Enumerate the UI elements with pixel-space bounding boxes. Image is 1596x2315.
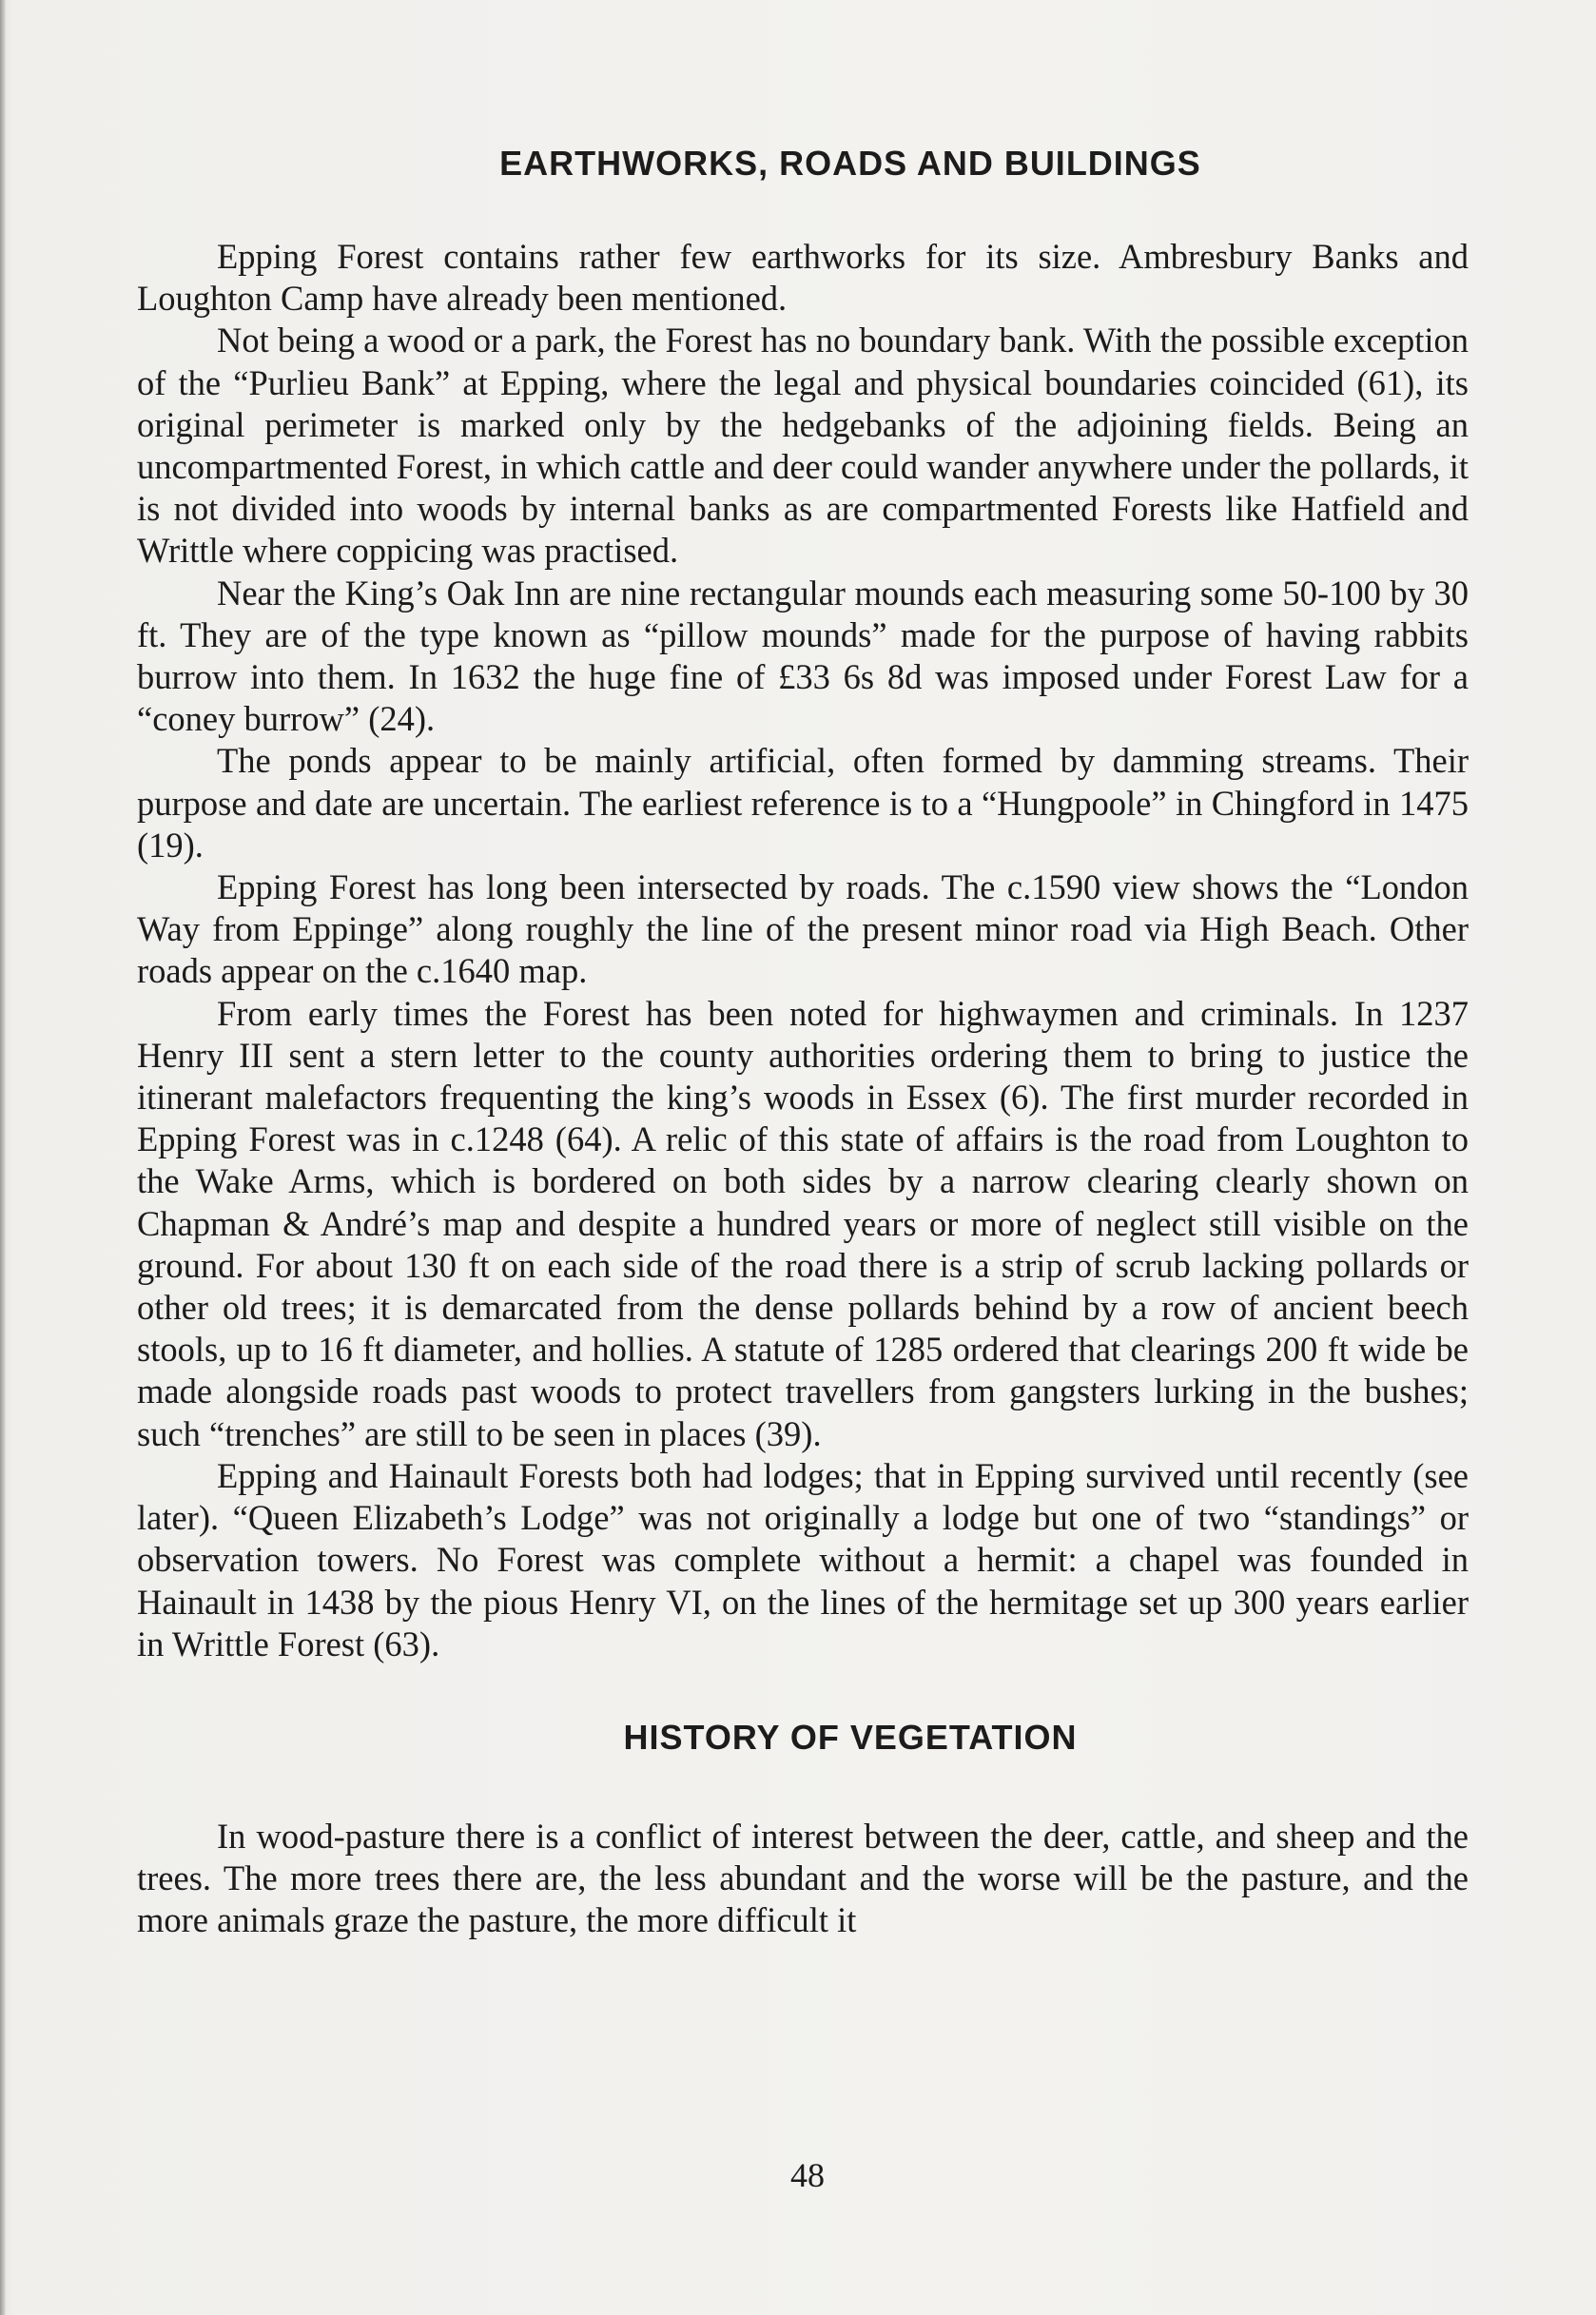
paragraph: Epping Forest contains rather few earthworks for its size. Ambresbury Banks and Loughton Camp have already been mentioned.	[137, 237, 1469, 319]
paragraph: Near the King’s Oak Inn are nine rectangular mounds each measuring some 50-100 by 30 ft. They are of the type known as “pillow mounds” made for the purpose of having rabbits burrow into them. In 1632 the huge fine of £33 6s 8d was imposed under Forest Law for a “coney burrow” (24).	[137, 573, 1469, 739]
page-edge-shadow	[0, 0, 6, 2315]
page-content	[137, 143, 1469, 1942]
section-vegetation-body	[137, 1816, 1469, 1942]
page-number: 48	[790, 2156, 825, 2194]
paragraph: The ponds appear to be mainly artificial, often formed by damming streams. Their purpose and date are uncertain. The earliest reference is to a “Hungpoole” in Chingford in 1475 (19).	[137, 741, 1469, 865]
paragraph: Epping Forest has long been intersected by roads. The c.1590 view shows the “London Way from Eppinge” along roughly the line of the present minor road via High Beach. Other roads appear on the c.1640 map.	[137, 867, 1469, 991]
section-heading-vegetation: HISTORY OF VEGETATION	[623, 1717, 1078, 1757]
paragraph: From early times the Forest has been noted for highwaymen and criminals. In 1237 Henry III sent a stern letter to the county authorities ordering them to bring to justice the itinerant malefactors frequenting the king’s woods in Essex (6). The first murder recorded in Epping Forest was in c.1248 (64). A relic of this state of affairs is the road from Loughton to the Wake Arms, which is bordered on both sides by a narrow clearing clearly shown on Chapman & André’s map and despite a hundred years or more of neglect still visible on the ground. For about 130 ft on each side of the road there is a strip of scrub lacking pollards or other old trees; it is demarcated from the dense pollards behind by a row of ancient beech stools, up to 16 ft diameter, and hollies. A statute of 1285 ordered that clearings 200 ft wide be made alongside roads past woods to protect travellers from gangsters lurking in the bushes; such “trenches” are still to be seen in places (39).	[137, 993, 1469, 1453]
paragraph: In wood-pasture there is a conflict of interest between the deer, cattle, and sheep and the trees. The more trees there are, the less abundant and the worse will be the pasture, and the more animals graze the pasture, the more difficult it	[137, 1816, 1469, 1940]
paragraph: Epping and Hainault Forests both had lodges; that in Epping survived until recently (see later). “Queen Elizabeth’s Lodge” was not originally a lodge but one of two “standings” or observation towers. No Forest was complete without a hermit: a chapel was founded in Hainault in 1438 by the pious Henry VI, on the lines of the hermitage set up 300 years earlier in Writtle Forest (63).	[137, 1455, 1469, 1663]
section-earthworks-body	[137, 236, 1469, 1665]
paragraph: Not being a wood or a park, the Forest has no boundary bank. With the possible exception of the “Purlieu Bank” at Epping, where the legal and physical boundaries coincided (61), its original perimeter is marked only by the hedgebanks of the adjoining fields. Being an uncompartmented Forest, in which cattle and deer could wander anywhere under the pollards, it is not divided into woods by internal banks as are compartmented Forests like Hatfield and Writtle where coppicing was practised.	[137, 321, 1469, 571]
section-heading-earthworks: EARTHWORKS, ROADS AND BUILDINGS	[499, 144, 1201, 183]
